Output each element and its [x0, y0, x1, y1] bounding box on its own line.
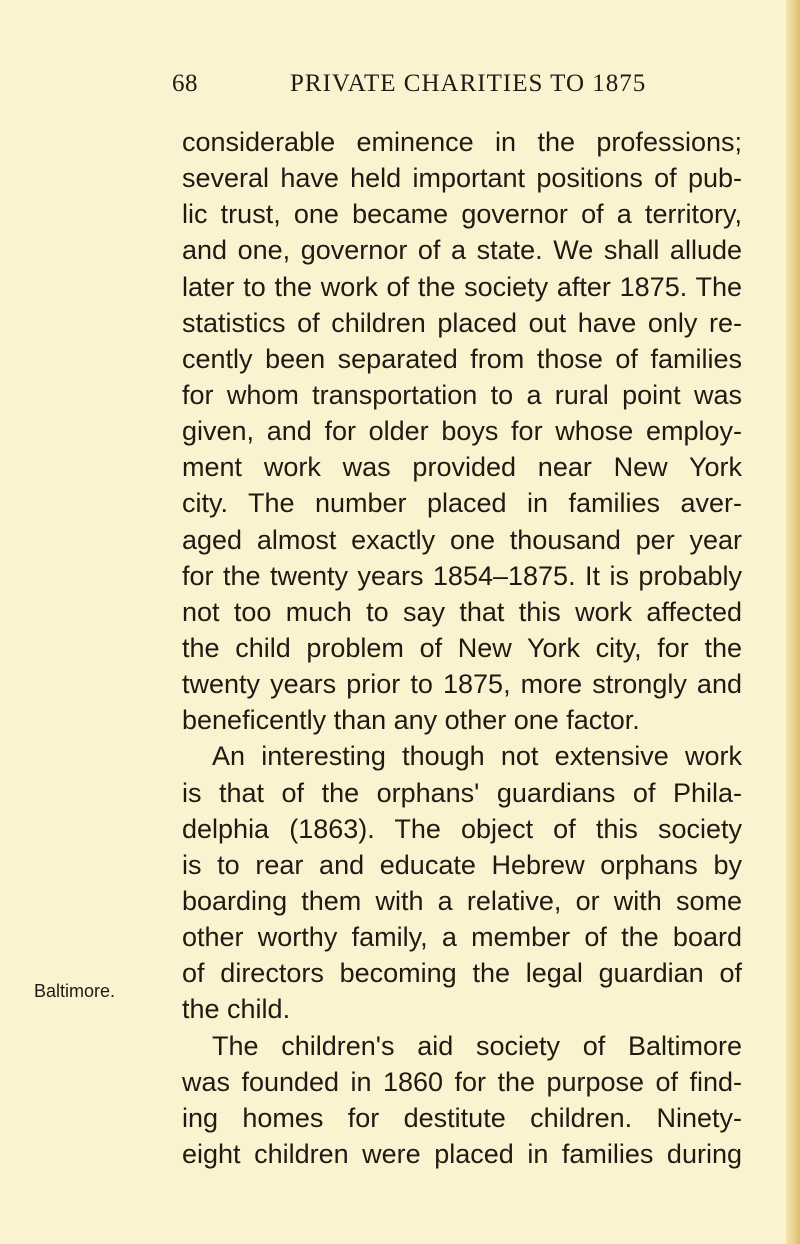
text-line: statistics of children placed out have only re-	[182, 307, 742, 338]
paragraph-first-line: The children's aid society of Baltimore	[212, 1030, 742, 1061]
page-number: 68	[172, 70, 198, 97]
text-line: several have held important positions of pub-	[182, 163, 742, 194]
text-line: considerable eminence in the professions;	[182, 127, 742, 157]
text-line: not too much to say that this work affected	[182, 596, 742, 627]
text-line: ing homes for destitute children. Ninety-	[182, 1102, 742, 1133]
text-line: eight children were placed in families during	[182, 1138, 742, 1169]
text-line: of directors becoming the legal guardian of	[182, 958, 742, 989]
text-line: delphia (1863). The object of this society	[182, 813, 742, 844]
text-line: city. The number placed in families aver-	[182, 488, 742, 519]
text-line: boarding them with a relative, or with some	[182, 885, 742, 916]
text-line: given, and for older boys for whose employ-	[182, 416, 742, 447]
running-title: PRIVATE CHARITIES TO 1875	[290, 70, 647, 97]
text-line: the child.	[182, 994, 291, 1025]
paragraph-first-line: An interesting though not extensive work	[212, 741, 742, 772]
margin-note: Baltimore.	[34, 981, 116, 1001]
text-line: for the twenty years 1854–1875. It is probably	[182, 560, 742, 591]
running-header	[0, 70, 800, 110]
text-line: twenty years prior to 1875, more strongly and	[182, 669, 742, 700]
text-line: is to rear and educate Hebrew orphans by	[182, 849, 742, 880]
text-line: lic trust, one became governor of a territory,	[182, 199, 742, 230]
text-line: ment work was provided near New York	[182, 452, 742, 483]
text-line: later to the work of the society after 1875. The	[182, 271, 742, 302]
page-edge	[786, 0, 800, 1244]
text-line: was founded in 1860 for the purpose of find-	[182, 1066, 742, 1097]
text-line: and one, governor of a state. We shall allude	[182, 235, 742, 266]
text-line: aged almost exactly one thousand per year	[182, 524, 742, 555]
text-line: is that of the orphans' guardians of Phila-	[182, 777, 742, 808]
body-text	[182, 124, 742, 1172]
text-line: cently been separated from those of families	[182, 343, 742, 374]
text-line: other worthy family, a member of the board	[182, 922, 742, 953]
text-line: beneficently than any other one factor.	[182, 705, 640, 736]
text-line: the child problem of New York city, for the	[182, 632, 742, 663]
text-line: for whom transportation to a rural point was	[182, 379, 742, 410]
